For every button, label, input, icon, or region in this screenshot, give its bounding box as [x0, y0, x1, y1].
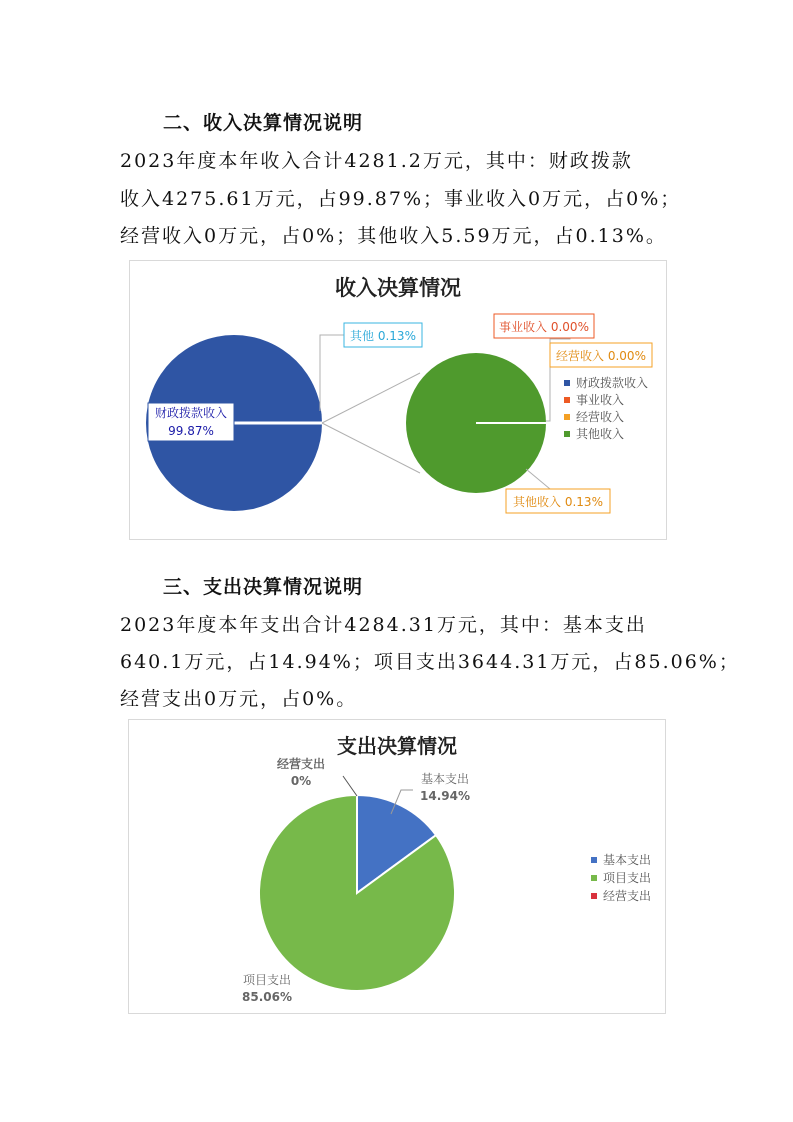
income-main-label-name: 财政拨款收入 — [154, 406, 228, 420]
expenditure-chart — [128, 719, 666, 1014]
income-legend-swatch-0 — [564, 380, 570, 386]
expenditure-legend-swatch-1 — [591, 875, 597, 881]
expenditure-operating-leader — [343, 776, 357, 796]
income-chart-svg — [130, 261, 666, 539]
income-other-label: 其他 0.13% — [350, 329, 416, 343]
section-3-heading: 三、支出决算情况说明 — [163, 576, 364, 598]
expenditure-operating-label-name: 经营支出 — [276, 757, 326, 771]
expenditure-legend — [591, 852, 651, 903]
expenditure-project-label-value: 85.06% — [242, 990, 292, 1004]
income-other-leader — [320, 335, 344, 411]
income-sub-other-leader — [526, 469, 550, 489]
income-legend-label-3: 其他收入 — [576, 427, 625, 441]
section-2-line-3: 经营收入0万元，占0%；其他收入5.59万元，占0.13%。 — [120, 225, 667, 247]
expenditure-chart-svg — [129, 720, 665, 1013]
income-jingying-label: 经营收入 0.00% — [556, 349, 646, 363]
expenditure-legend-label-2: 经营支出 — [603, 889, 652, 903]
income-legend-swatch-3 — [564, 431, 570, 437]
section-2-line-2: 收入4275.61万元，占99.87%；事业收入0万元，占0%； — [120, 188, 682, 210]
income-legend-label-1: 事业收入 — [576, 393, 625, 407]
section-3-line-3: 经营支出0万元，占0%。 — [120, 688, 358, 710]
section-3-line-1: 2023年度本年支出合计4284.31万元，其中：基本支出 — [120, 614, 647, 636]
expenditure-chart-title: 支出决算情况 — [337, 734, 457, 758]
income-jingying-leader — [546, 367, 550, 421]
income-legend-swatch-2 — [564, 414, 570, 420]
income-connector-bottom — [322, 423, 420, 473]
expenditure-pie — [259, 795, 455, 991]
section-3-line-2: 640.1万元，占14.94%；项目支出3644.31万元，占85.06%； — [120, 651, 740, 673]
expenditure-legend-label-0: 基本支出 — [603, 853, 652, 867]
expenditure-basic-label-name: 基本支出 — [420, 772, 470, 786]
income-sub-other-label: 其他收入 0.13% — [513, 495, 603, 509]
expenditure-legend-swatch-0 — [591, 857, 597, 863]
expenditure-project-label-name: 项目支出 — [242, 973, 292, 987]
income-legend-label-0: 财政拨款收入 — [576, 376, 649, 390]
section-2-heading: 二、收入决算情况说明 — [163, 112, 364, 134]
income-legend-label-2: 经营收入 — [576, 410, 625, 424]
income-legend — [564, 375, 648, 441]
expenditure-operating-label-value: 0% — [290, 774, 312, 788]
income-main-label-value: 99.87% — [168, 424, 214, 438]
income-chart-title: 收入决算情况 — [335, 276, 461, 300]
expenditure-legend-swatch-2 — [591, 893, 597, 899]
income-chart — [129, 260, 667, 540]
income-legend-swatch-1 — [564, 397, 570, 403]
income-connector-top — [322, 373, 420, 423]
expenditure-basic-label-value: 14.94% — [420, 789, 470, 803]
income-shiye-label: 事业收入 0.00% — [499, 320, 589, 334]
section-2-line-1: 2023年度本年收入合计4281.2万元，其中：财政拨款 — [120, 150, 633, 172]
expenditure-legend-label-1: 项目支出 — [603, 871, 652, 885]
